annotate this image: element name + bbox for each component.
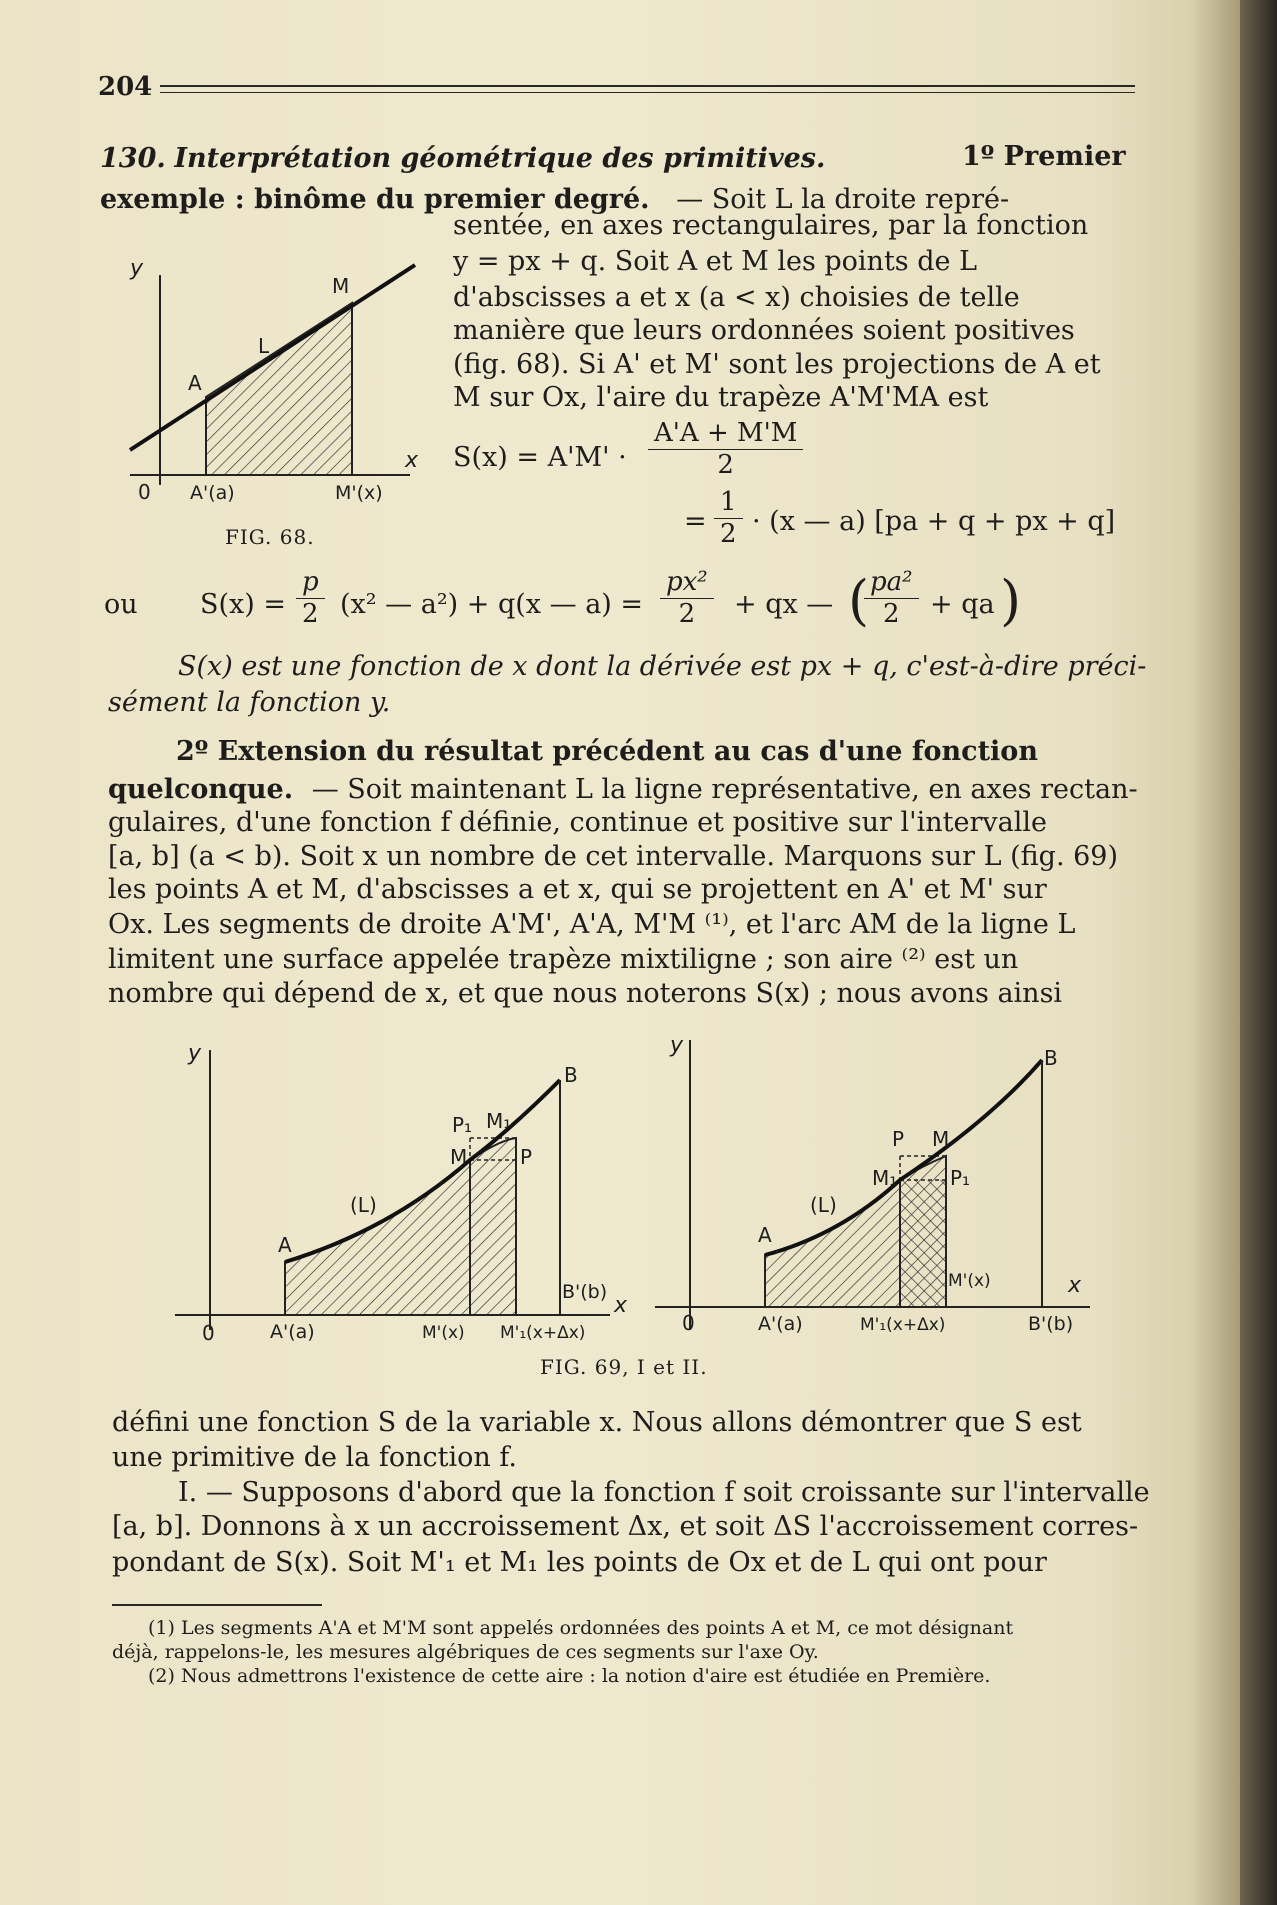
y-label: y [670,1033,684,1058]
Mx-label: M'(x) [335,482,383,504]
p1-line: M sur Ox, l'aire du trapèze A'M'MA est [453,382,989,413]
eq1-fraction [648,417,803,480]
P-label: P [520,1145,533,1169]
y-label: y [188,1041,202,1066]
x-label: x [1068,1273,1082,1298]
eq3-frac-1: $\frac{p}{2}$ [296,566,325,629]
Bb-label: B'(b) [1028,1313,1074,1335]
eq3-frac-3: $\frac{\text{pa²}}{2}$ [864,566,919,629]
body-line: une primitive de la fonction f. [112,1442,517,1473]
M1-label: M₁ [486,1109,512,1133]
conclusion-line: S(x) est une fonction de x dont la dérivée est px + q, c'est-à-dire préci- [178,651,1147,682]
eq3-frac-2: $\frac{\text{px²}}{2}$ [660,566,714,629]
B-label: B [564,1063,578,1087]
footnote-rule [112,1604,322,1606]
M1-label: M₁ [872,1166,898,1190]
p1-line: sentée, en axes rectangulaires, par la fonction [453,210,1089,241]
M1x-label: M'₁(x+Δx) [500,1323,586,1343]
Aa-label: A'(a) [190,482,235,504]
fig68-caption: FIG. 68. [225,525,315,549]
figure-68 [110,245,440,535]
Bb-label: B'(b) [562,1281,608,1303]
eq3-tail: + qa [930,589,995,620]
M-label: M [932,1127,950,1151]
part2-line: [a, b] (a < b). Soit x un nombre de cet intervalle. Marquons sur L (fig. 69) [108,841,1119,872]
x-label: x [614,1293,628,1318]
part1-heading-b: exemple : binôme du premier degré. — Soit L la droite repré- [100,184,1010,215]
Aa-label: A'(a) [270,1321,315,1343]
eq3-mid: (x² — a²) + q(x — a) = [340,589,644,620]
P-label: P [892,1127,905,1151]
eq3-lhs: S(x) = [200,589,286,620]
eq3-mid2: + qx — [734,589,834,620]
trapezoid-area [206,303,352,475]
p1-line: d'abscisses a et x (a < x) choisies de telle [453,282,1020,313]
header-rule-2 [160,92,1135,93]
fig69-caption: FIG. 69, I et II. [540,1355,708,1379]
M-label: M [332,274,350,298]
M-label: M [450,1145,468,1169]
footnote-1: (1) Les segments A'A et M'M sont appelés ordonnées des points A et M, ce mot désignant [148,1617,1014,1639]
body-line: pondant de S(x). Soit M'₁ et M₁ les points de Ox et de L qui ont pour [112,1547,1047,1578]
part2-line: nombre qui dépend de x, et que nous noterons S(x) ; nous avons ainsi [108,978,1063,1009]
y-label: y [130,256,144,281]
L-label: (L) [350,1193,377,1217]
L-label: (L) [810,1193,837,1217]
x-label: x [405,448,419,473]
eq2-fraction: $\frac{1}{2}$ [714,486,743,549]
body-line: [a, b]. Donnons à x un accroissement Δx, et soit ΔS l'accroissement corres- [112,1511,1139,1542]
figure-69-I [160,1030,640,1350]
eq3-paren-close: ) [1000,569,1022,632]
eq3-paren-open: ( [848,569,870,632]
M1x-label: M'₁(x+Δx) [860,1315,946,1335]
figure-69-II [650,1030,1110,1350]
Aa-label: A'(a) [758,1313,803,1335]
B-label: B [1044,1046,1058,1070]
body-line: I. — Supposons d'abord que la fonction f soit croissante sur l'intervalle [178,1477,1150,1508]
area-delta-S [470,1138,516,1315]
eq2-rhs: · (x — a) [pa + q + px + q] [752,506,1116,537]
origin-label: 0 [682,1311,695,1335]
part1-heading-a: 1º Premier [962,141,1126,172]
part2-heading-a: 2º Extension du résultat précédent au cas d'une fonction [176,736,1038,767]
footnote-2: (2) Nous admettrons l'existence de cette aire : la notion d'aire est étudiée en Première. [148,1665,991,1687]
part2-line: Ox. Les segments de droite A'M', A'A, M'M ⁽¹⁾, et l'arc AM de la ligne L [108,909,1076,940]
crosshatch-rect [900,1180,946,1307]
origin-label: 0 [202,1321,215,1345]
p1-line: (fig. 68). Si A' et M' sont les projections de A et [453,349,1101,380]
page-binding-edge [1240,0,1277,1905]
footnote-1-cont: déjà, rappelons-le, les mesures algébriques de ces segments sur l'axe Oy. [112,1641,819,1663]
eq1-denominator: 2 [717,450,734,480]
header-rule [160,85,1135,87]
A-label: A [278,1233,292,1257]
conclusion-line: sément la fonction y. [108,687,391,718]
P1-label: P₁ [452,1113,473,1137]
part2-line: limitent une surface appelée trapèze mixtiligne ; son aire ⁽²⁾ est un [108,944,1019,975]
p1-line: manière que leurs ordonnées soient positives [453,315,1075,346]
Mx-label: M'(x) [422,1323,465,1343]
p1-line: y = px + q. Soit A et M les points de L [453,246,978,277]
eq1-lhs: S(x) = A'M' · [453,442,627,473]
part2-line: les points A et M, d'abscisses a et x, qui se projettent en A' et M' sur [108,874,1047,905]
part2-line: gulaires, d'une fonction f définie, continue et positive sur l'intervalle [108,807,1047,838]
Mx-label: M'(x) [948,1271,991,1291]
A-label: A [188,371,202,395]
A-label: A [758,1223,772,1247]
page-number: 204 [98,72,153,102]
body-line: défini une fonction S de la variable x. Nous allons démontrer que S est [112,1407,1082,1438]
eq3-ou: ou [104,589,138,620]
L-label: L [258,334,270,358]
eq2-lhs: = [684,506,707,537]
origin-label: 0 [138,480,151,504]
part2-heading-b: quelconque. — Soit maintenant L la ligne représentative, en axes rectan- [108,774,1138,805]
P1-label: P₁ [950,1166,971,1190]
section-heading: 130. Interprétation géométrique des primitives. [100,143,826,174]
eq1-numerator: A'A + M'M [648,417,803,450]
